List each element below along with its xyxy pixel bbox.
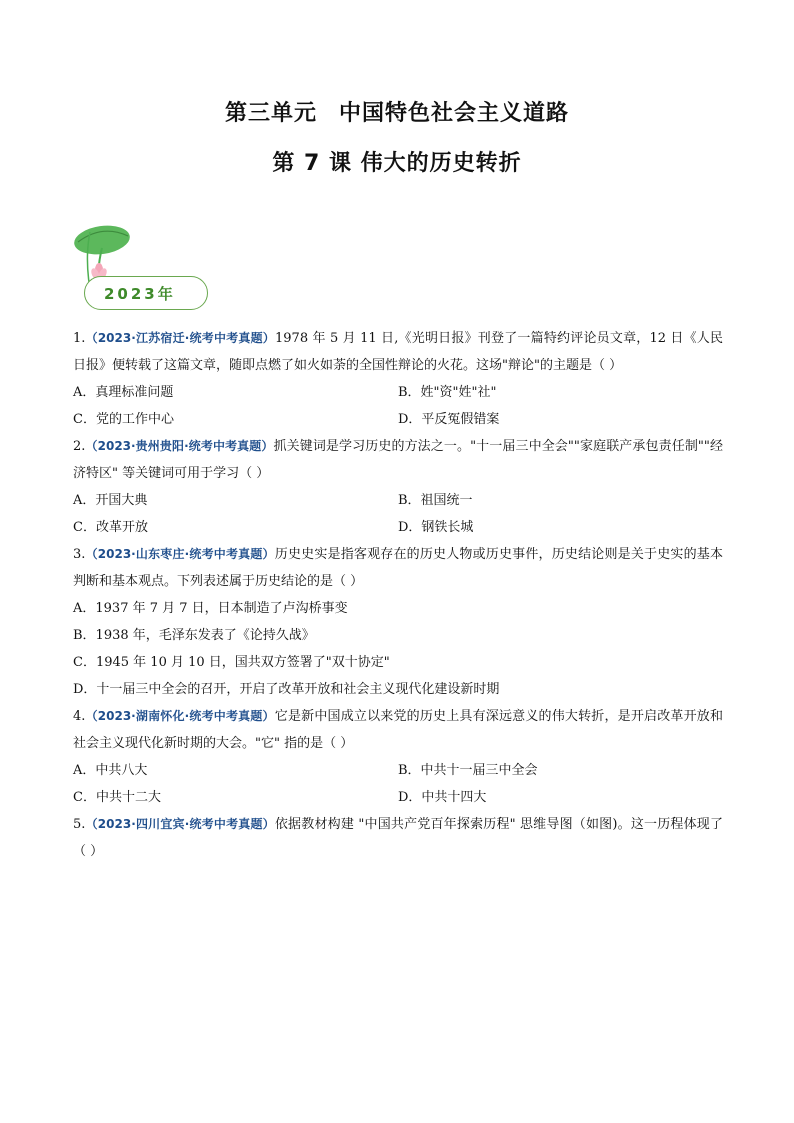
option-b: B．1938 年，毛泽东发表了《论持久战》 <box>73 628 315 643</box>
options <box>73 487 723 541</box>
year-badge <box>72 222 212 312</box>
question-5: 5.（2023·四川宜宾·统考中考真题）依据教材构建 "中国共产党百年探索历程" 思维导图（如图)。这一历程体现了（ ） <box>73 817 723 859</box>
option-c: C．改革开放 <box>73 520 148 535</box>
question-4: 4.（2023·湖南怀化·统考中考真题）它是新中国成立以来党的历史上具有深远意义的伟大转折，是开启改革开放和社会主义现代化新时期的大会。"它" 指的是（ ） A．中共八大 B．中共十一届三中全会 C．中共十二大 D．中共十四大 <box>73 703 723 811</box>
option-c: C．中共十二大 <box>73 790 161 805</box>
option-a: A．1937 年 7 月 7 日，日本制造了卢沟桥事变 <box>73 601 348 616</box>
question-stem: 历史史实是指客观存在的历史人物或历史事件，历史结论则是关于史实的基本判断和基本观点。下列表述属于历史结论的是（ ） <box>73 547 723 589</box>
question-1: 1.（2023·江苏宿迁·统考中考真题）1978 年 5 月 11 日,《光明日报》刊登了一篇特约评论员文章，12 日《人民日报》便转载了这篇文章，随即点燃了如火如荼的全国性辩论的火花。这场"辩论"的主题是（ ） A．真理标准问题 B．姓"资"姓"社" C．党的工作中心 D．平反冤假错案 <box>73 325 723 433</box>
option-b: B．祖国统一 <box>398 493 473 508</box>
option-c: C．党的工作中心 <box>73 412 174 427</box>
question-source: （2023·山东枣庄·统考中考真题） <box>85 547 275 561</box>
option-a: A．真理标准问题 <box>73 385 174 400</box>
unit-title: 第三单元 中国特色社会主义道路 <box>224 101 570 126</box>
question-stem: 抓关键词是学习历史的方法之一。"十一届三中全会""家庭联产承包责任制""经济特区" 等关键词可用于学习（ ） <box>73 439 723 481</box>
option-a: A．中共八大 <box>73 763 148 778</box>
question-source: （2023·湖南怀化·统考中考真题） <box>85 709 275 723</box>
question-3: 3.（2023·山东枣庄·统考中考真题）历史史实是指客观存在的历史人物或历史事件，历史结论则是关于史实的基本判断和基本观点。下列表述属于历史结论的是（ ） A．1937 年 7 月 7 日，日本制造了卢沟桥事变 B．1938 年，毛泽东发表了《论持久战》 C．1945 年 10 月 10 日，国共双方签署了"双十协定" D．十一届三中全会的召开，开启了改革开放和社会主义现代化建设新时期 <box>73 541 723 703</box>
option-d: D．钢铁长城 <box>398 520 474 535</box>
option-b: B．中共十一届三中全会 <box>398 763 538 778</box>
question-source: （2023·贵州贵阳·统考中考真题） <box>85 439 274 453</box>
option-d: D．平反冤假错案 <box>398 412 500 427</box>
options <box>73 379 723 433</box>
lesson-title: 第 7 课 伟大的历史转折 <box>272 151 522 176</box>
question-list <box>73 325 723 865</box>
question-stem: 依据教材构建 "中国共产党百年探索历程" 思维导图（如图)。这一历程体现了（ ） <box>73 817 723 859</box>
question-stem: 它是新中国成立以来党的历史上具有深远意义的伟大转折，是开启改革开放和社会主义现代化新时期的大会。"它" 指的是（ ） <box>73 709 723 751</box>
options <box>73 595 723 703</box>
option-c: C．1945 年 10 月 10 日，国共双方签署了"双十协定" <box>73 655 390 670</box>
question-stem: 1978 年 5 月 11 日,《光明日报》刊登了一篇特约评论员文章，12 日《人民日报》便转载了这篇文章，随即点燃了如火如荼的全国性辩论的火花。这场"辩论"的主题是（ ） <box>73 331 723 373</box>
question-source: （2023·江苏宿迁·统考中考真题） <box>85 331 276 345</box>
question-2: 2.（2023·贵州贵阳·统考中考真题）抓关键词是学习历史的方法之一。"十一届三中全会""家庭联产承包责任制""经济特区" 等关键词可用于学习（ ） A．开国大典 B．祖国统一 C．改革开放 D．钢铁长城 <box>73 433 723 541</box>
year-label: 2023年 <box>104 285 176 303</box>
option-d: D．十一届三中全会的召开，开启了改革开放和社会主义现代化建设新时期 <box>73 682 500 697</box>
option-d: D．中共十四大 <box>398 790 487 805</box>
option-a: A．开国大典 <box>73 493 148 508</box>
option-b: B．姓"资"姓"社" <box>398 385 497 400</box>
question-source: （2023·四川宜宾·统考中考真题） <box>85 817 275 831</box>
options <box>73 757 723 811</box>
